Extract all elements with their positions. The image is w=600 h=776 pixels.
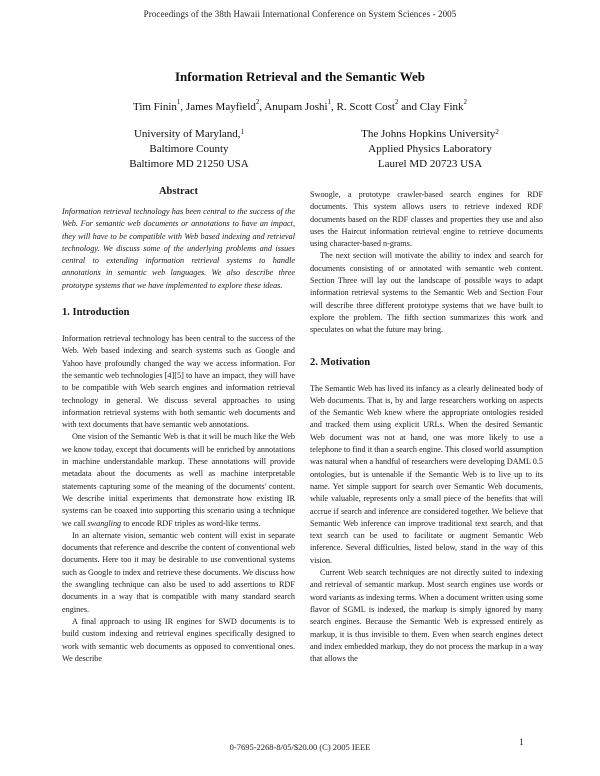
affiliation-line: Laurel MD 20723 USA xyxy=(377,158,483,170)
author-separator: , xyxy=(180,101,186,113)
affiliation-jhu-apl xyxy=(310,127,550,172)
author-affiliation-mark: 2 xyxy=(394,98,399,106)
paragraph: In an alternate vision, semantic web content will exist in separate documents that reference and describe the content of conventional web documents. Here too it may be desirable to use conventional systems such as Google to index and retrieve these documents. We discuss how the swangling technique can also be used to add assertions to RDF documents in a way that is compatible with many standard search engines. xyxy=(62,530,295,614)
author-name: R. Scott Cost xyxy=(336,101,395,113)
affiliation-line: University of Maryland, xyxy=(133,128,241,140)
author-affiliation-mark: 2 xyxy=(255,98,260,106)
affiliation-mark: 1 xyxy=(240,128,245,136)
paper-title: Information Retrieval and the Semantic Web xyxy=(175,69,425,84)
abstract-text: Information retrieval technology has been central to the success of the Web. For semantic web documents or annotations to have an impact, they will have to be compatible with Web based indexing and retrieval technology. We discuss some of the underlying problems and issues central to extending information retrieval systems to handle annotations in semantic web languages. We also describe three prototype systems that we have implemented to explore these ideas. xyxy=(62,207,295,290)
section-heading-motivation: 2. Motivation xyxy=(310,356,371,368)
affiliation-mark: 2 xyxy=(495,128,499,136)
page-number: 1 xyxy=(519,738,524,748)
emphasized-term: swangling xyxy=(87,518,122,528)
affiliation-line: Applied Physics Laboratory xyxy=(368,143,492,155)
abstract-heading: Abstract xyxy=(158,186,199,197)
paragraph: One vision of the Semantic Web is that it will be much like the Web we know today, except that documents will be enriched by annotations in machine understandable markup. These annotations will provide metadata about the documents as well as machine interpretable statements capturing some of the meaning of the documents' content. We describe initial experiments that demonstrate how existing IR systems can be coaxed into supporting this scenario using a technique we call swangling to encode RDF triples as word-like terms. xyxy=(62,432,295,528)
author-separator: , xyxy=(259,101,265,113)
author-name: Anupam Joshi xyxy=(264,101,328,113)
author-list xyxy=(0,98,600,113)
author-affiliation-mark: 1 xyxy=(176,98,181,106)
author-name: Tim Finin xyxy=(132,101,177,113)
author-affiliation-mark: 2 xyxy=(463,98,467,106)
paragraph: A final approach to using IR engines for SWD documents is to build custom indexing and retrieval engines specifically designed to work with semantic web documents as opposed to conventional ones. We describe xyxy=(62,616,295,663)
section-heading-introduction: 1. Introduction xyxy=(62,307,130,319)
left-column xyxy=(62,186,295,665)
paragraph: Swoogle, a prototype crawler-based search engines for RDF documents. This system allows users to retrieve indexed RDF documents based on the RDF classes and properties they use and also uses the Haircut information retrieval engine to retrieve documents using character-based n-grams. xyxy=(310,190,543,249)
author-separator: , xyxy=(331,101,337,113)
affiliation-line: Baltimore MD 21250 USA xyxy=(129,158,249,170)
running-head: Proceedings of the 38th Hawaii International Conference on System Sciences - 2005 xyxy=(143,9,457,19)
affiliation-umbc xyxy=(69,127,309,172)
paragraph: The Semantic Web has lived its infancy as a clearly delineated body of Web documents. That is, by and large researchers working on aspects of the Semantic Web knew where the appropriate ontologies resided and tracked them using explicit URLs. When the desired Semantic Web document was not at hand, one was more likely to use a telephone to find it than a search engine. This closed world assumption was natural when a handful of researchers were developing DAML 0.5 ontologies, but is untenable if the Semantic Web is to live up to its name. Yet simple support for search over Semantic Web documents, while valuable, represents only a small piece of the benefits that will accrue if search and inference are considered together. We believe that Semantic Web inference can improve traditional text search, and that text search can be used to facilitate or augment Semantic Web inference. Several difficulties, listed below, stand in the way of this vision. xyxy=(310,383,543,565)
author-name: James Mayfield xyxy=(185,101,256,113)
paragraph: Current Web search techniques are not directly suited to indexing and retrieval of semantic markup. Most search engines use words or word variants as indexing terms. When a document written using some flavor of SGML is indexed, the markup is simply ignored by many search engines. Because the Semantic Web is expressed entirely as markup, it is thus invisible to them. Even when search engines detect and index embedded markup, they do not process the markup in a way that allows the xyxy=(310,568,543,664)
right-column xyxy=(310,189,543,665)
paragraph: The next section will motivate the ability to index and search for documents consisting of or annotated with semantic web content. Section Three will lay out the landscape of possible ways to adapt information retrieval systems to the Semantic Web and Section Four will describe three different prototype systems that we have built to explore the problem. The fifth section summarizes this work and speculates on what the future may bring. xyxy=(310,251,543,335)
author-name: Clay Fink xyxy=(419,101,464,113)
paragraph: Information retrieval technology has been central to the success of the Web. Web based indexing and search systems such as Google and Yahoo have profoundly changed the way we access information. For the semantic web technologies [4][5] to have an impact, they will have to be compatible with Web search engines and information retrieval technology in general. We discuss several approaches to using information retrieval systems with both semantic web documents and with text documents that have semantic web annotations. xyxy=(62,334,295,430)
affiliation-line: The Johns Hopkins University xyxy=(361,128,496,140)
author-separator: and xyxy=(398,101,420,113)
author-affiliation-mark: 1 xyxy=(327,98,332,106)
affiliation-line: Baltimore County xyxy=(149,143,229,155)
copyright-footer: 0-7695-2268-8/05/$20.00 (C) 2005 IEEE xyxy=(229,742,371,752)
